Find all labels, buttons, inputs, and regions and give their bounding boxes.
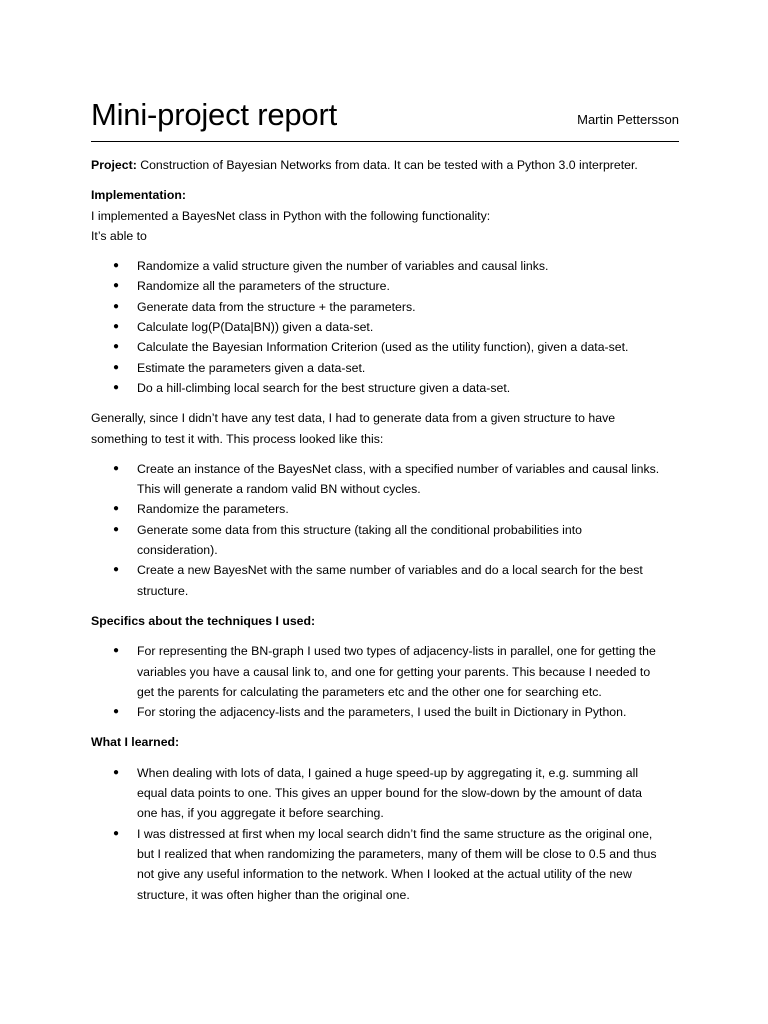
bullet-icon: ● [113, 503, 120, 515]
list-item: ● Randomize a valid structure given the number of variables and causal links. [91, 256, 679, 276]
learned-heading: What I learned: [91, 735, 180, 750]
specifics-list [91, 641, 679, 722]
bullet-icon: ● [113, 300, 120, 312]
list-item: ● Create an instance of the BayesNet class, with a specified number of variables and causal links. This will generate a random valid BN without cycles. [91, 459, 679, 500]
list-item: ● When dealing with lots of data, I gained a huge speed-up by aggregating it, e.g. summing all equal data points to one. This gives an upper bound for the slow-down by the amount of data one has, if you aggregate it before searching. [91, 763, 679, 824]
bullet-icon: ● [113, 564, 120, 576]
bullet-icon: ● [113, 260, 120, 272]
bullet-icon: ● [113, 766, 120, 778]
implementation-intro-2: It’s able to [91, 228, 147, 243]
implementation-intro: I implemented a BayesNet class in Python with the following functionality: [91, 208, 491, 223]
report-header [91, 96, 679, 142]
bullet-icon: ● [113, 361, 120, 373]
list-item: ● Create a new BayesNet with the same number of variables and do a local search for the best structure. [91, 560, 679, 601]
list-item: ● Calculate log(P(Data|BN)) given a data-set. [91, 317, 679, 337]
author-name: Martin Pettersson [577, 112, 679, 127]
process-intro: Generally, since I didn’t have any test data, I had to generate data from a given structure to have [91, 411, 616, 426]
list-item: ● Generate data from the structure + the parameters. [91, 297, 679, 317]
project-text: Construction of Bayesian Networks from data. It can be tested with a Python 3.0 interpreter. [136, 158, 638, 172]
process-list [91, 459, 679, 601]
list-item: ● Generate some data from this structure (taking all the conditional probabilities into consideration). [91, 520, 679, 561]
bullet-icon: ● [113, 827, 120, 839]
page-title: Mini-project report [91, 97, 338, 132]
bullet-icon: ● [113, 280, 120, 292]
list-item: ● Randomize the parameters. [91, 499, 679, 519]
list-item: ● Estimate the parameters given a data-set. [91, 358, 679, 378]
implementation-heading: Implementation: [91, 188, 186, 203]
bullet-icon: ● [113, 341, 120, 353]
list-item: ● I was distressed at first when my local search didn’t find the same structure as the original one, but I realized that when randomizing the parameters, many of them will be close to 0.5 and thus not give any useful information to the network. When I looked at the actual utility of the new structure, it was often higher than the original one. [91, 824, 679, 905]
list-item: ● Do a hill-climbing local search for the best structure given a data-set. [91, 378, 679, 398]
list-item: ● For storing the adjacency-lists and the parameters, I used the built in Dictionary in Python. [91, 702, 679, 722]
project-label: Project: [91, 158, 137, 172]
bullet-icon: ● [113, 523, 120, 535]
list-item: ● Randomize all the parameters of the structure. [91, 276, 679, 296]
bullet-icon: ● [113, 381, 120, 393]
bullet-icon: ● [113, 706, 120, 718]
bullet-icon: ● [113, 462, 120, 474]
project-paragraph [91, 155, 679, 175]
list-item: ● For representing the BN-graph I used two types of adjacency-lists in parallel, one for getting the variables you have a causal link to, and one for getting your parents. This because I needed to get the parents for calculating the parameters etc and the other one for searching etc. [91, 641, 679, 702]
list-item: ● Calculate the Bayesian Information Criterion (used as the utility function), given a data-set. [91, 337, 679, 357]
report-body [91, 155, 679, 905]
bullet-icon: ● [113, 321, 120, 333]
process-intro-2: something to test it with. This process looked like this: [91, 431, 384, 446]
learned-list [91, 763, 679, 905]
bullet-icon: ● [113, 645, 120, 657]
functionality-list [91, 256, 679, 398]
specifics-heading: Specifics about the techniques I used: [91, 613, 316, 628]
